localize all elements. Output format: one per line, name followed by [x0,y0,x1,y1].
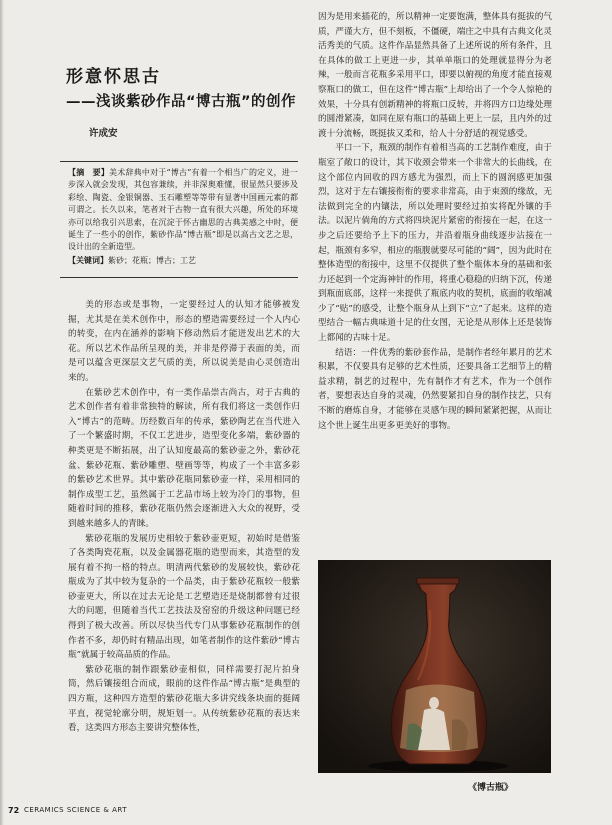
journal-name: CERAMICS SCIENCE & ART [24,806,128,814]
article-title: 形意怀思古 [66,67,161,87]
vase-illustration [318,560,551,773]
figure-caption: 《博古瓶》 [468,783,514,793]
body-paragraph: 紫砂花瓶的发展历史相较于紫砂壶更短，初始时是借鉴了各类陶瓷花瓶，以及金属器花瓶的造型而来，其造型的发展有着不拘一格的特点。明清两代紫砂的发展较快，紫砂花瓶成为了其中较为复杂的一个品类，由于紫砂花瓶较一般紫砂壶更大，所以在过去无论是工艺塑造还是烧制都曾有过很大的问题，但随着当代工艺技法及窑窑的升级这种问题已经得到了极大改善。所以尽快当代专门从事紫砂花瓶制作的创作者不多，却仍时有精品出现，如笔者制作的这件紫砂“博古瓶”就属于较高品质的作品。 [68,533,300,661]
body-paragraph: 紫砂花瓶的制作跟紫砂壶相似，同样需要打泥片拍身筒，然后镶接组合而成，眼前的这件作品“博古瓶”是典型的四方瓶，这种四方造型的紫砂花瓶大多讲究线条块面的挺阔平直，视觉轮廓分明，规矩划一。从传统紫砂花瓶的表达来看，这类四方形态主要讲究整体性， [68,664,300,734]
abstract-paragraph [68,167,298,254]
article-subtitle: ——浅谈紫砂作品“博古瓶”的创作 [66,94,297,110]
keywords-label: 【关键词】 [68,255,108,265]
body-paragraph: 因为是用来插花的，所以精神一定要饱满，整体具有挺拔的气质，严谨大方，但不刻板，不僵硬，端庄之中具有古典文化灵活秀美的气质。这件作品显然具备了上述所说的所有条件，且在具体的做工上更进一步，其单单瓶口的处理就显得分为老辣，一般而言花瓶多采用平口，即要以俯视的角度才能直接观察瓶口的做工，但在这件“博古瓶”上却给出了一个令人惊艳的效果，十分具有创新精神的将瓶口反转，并将四方口边缘处理的圆滑紧凑，如同在原有瓶口的基础上更上一层，且内外的过渡十分流畅，既挺拔又柔和，给人十分舒适的视觉感受。 [318,12,552,139]
body-paragraph: 平口一下，瓶颈的制作有着相当高的工艺制作难度，由于瓶室了敞口的设计，其下收颈会带来一个非常大的长曲线，在这个部位内回收的四方感尤为强烈，而上下的圆润感更加强烈，这对于左右镶接衔衔的要求非常高，由于束颈的缘故，无法做到完全的内镶法，所以处理时要经过拍实将配外镶的手法。以泥片倘角的方式将四块泥片紧密的衔接在一起，在这一步之后还要给予上下的压力，并沿着瓶身曲线逐步沾接在一起，瓶颈有多窄，相应的瓶腹就要尽可能的“阔”，因为此时在整体造型的衔接中，这里不仅提供了整个瓶体本身的基础和张力还起到一个定海神针的作用，将重心稳稳的归纳下沉，传递到瓶面底部，这样一来提供了瓶底内收的契机，底面的收缩减少了“贴”的感受，让整个瓶身从上到下“立”了起来。这样的造型结合一幅古典味道十足的仕女图，无论是从形体上还是装饰上都闻的古味十足。 [318,143,552,344]
body-paragraph: 美的形态或是事物，一定要经过人的认知才能够被发掘，尤其是在美术创作中，形态的塑造需要经过一个人内心的转变，在内在涵养的影响下修动然后才能迸发出艺术的大花。所以艺术作品所呈现的美，并非是停滞于表面的美，而是可以蕴含更深层文艺气质的美，所以说美是由心灵创造出来的。 [68,300,300,383]
abstract-text: 美术辞典中对于“博古”有着一个相当广的定义，进一步深入就会发现，其包容兼续，并非深奥难懂，很显然只要涉及彩绘、陶瓷、金银铜器、玉石雕塑等等带有显著中国画元素的都可谓之。长久以来，笔者对于古物一直有很大兴趣，所处的环境亦可以给我引兴思索，在沉淀于怀古幽思的古典美感之中时，便诞生了一些小的创作，紫砂作品“博古瓶”即是以高古文艺之思，设计出的全新造型。 [68,168,298,252]
abstract-box [60,161,298,278]
body-column-right [318,10,552,433]
abstract-label: 【摘 要】 [68,168,110,177]
keywords-text: 紫砂；花瓶；博古；工艺 [108,255,196,265]
keywords-line [68,255,298,267]
body-paragraph: 结语：一件优秀的紫砂套作品，是制作者经年累月的艺术积累，不仅要具有足够的艺术性质，还要具备工艺细节上的精益求精，制艺的过程中，先有制作才有艺术，作为一个创作者，要想表达自身的灵魂，仍然要紧扣自身的制作技艺，只有不断的磨炼自身，才能够在灵感乍现的瞬间紧紧把握，从而让这个世上诞生出更多更美好的事物。 [318,347,552,431]
scan-shadow-edge [0,0,4,825]
page-number: 72 [8,806,20,815]
body-column-left [68,298,300,736]
body-paragraph: 在紫砂艺术创作中，有一类作品崇古尚古，对于古典的艺术创作者有着非常独特的解读，所有我们将这一类创作归入“博古”的范畴。历经数百年的传承，紫砂陶艺在当代进入了一个繁盛时期，不仅工艺进步，造型变化多端，紫砂器的种类更是不断拓展，出了认知度最高的紫砂壶之外，紫砂花盆、紫砂花瓶、紫砂雕塑、壁画等等，构成了一个丰富多彩的紫砂艺术世界。其中紫砂花瓶同紫砂壶一样，采用相同的制作成型工艺，虽然属于工艺品市场上较为冷门的事物，但随着时间的推移，紫砂花瓶仍然会逐渐进入大众的视野，受到越来越多人的青睐。 [68,387,300,529]
vase-photo [318,560,551,773]
article-author: 许成安 [89,128,118,139]
